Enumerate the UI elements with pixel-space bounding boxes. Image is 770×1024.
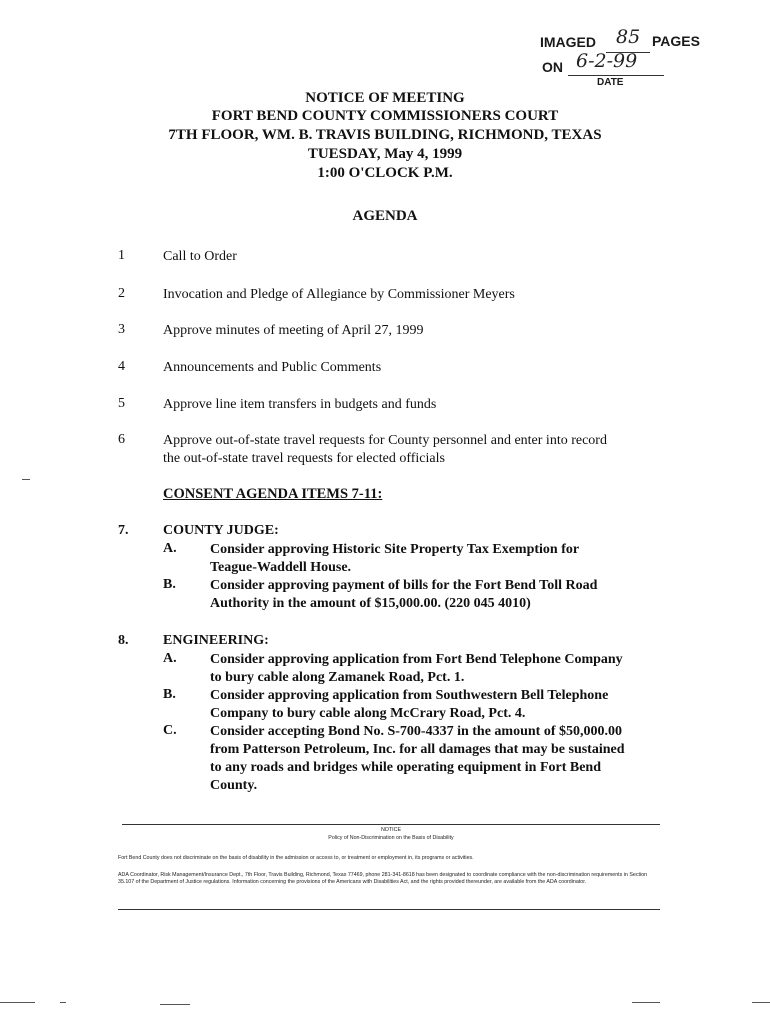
on-date-underline (568, 75, 664, 76)
imaged-count: 85 (616, 26, 641, 48)
meeting-location: 7TH FLOOR, WM. B. TRAVIS BUILDING, RICHMOND, TEXAS (168, 127, 602, 143)
item-6-text-line-1: Approve out-of-state travel requests for County personnel and enter into record (163, 433, 607, 448)
section-8c-line-1: Consider accepting Bond No. S-700-4337 in the amount of $50,000.00 (210, 724, 622, 739)
section-7b-letter: B. (163, 577, 176, 592)
consent-agenda-heading: CONSENT AGENDA ITEMS 7-11: (163, 486, 383, 502)
item-2-number: 2 (118, 286, 125, 301)
notice-paragraph-2: ADA Coordinator, Risk Management/Insurance Dept., 7th Floor, Travis Building, Richmond, Texas 77469, phone 281-341-8618 has been designated to coordinate compliance with the non-discrimination requirements in Section 35.107 of the Department of Justice regulations. Information concerning the provisions of the Americans with Disabilities Act, and the rights provided thereunder, are available from the ADA coordinator. (118, 872, 648, 885)
section-7a-letter: A. (163, 541, 177, 556)
scan-mark (160, 1004, 190, 1005)
item-4-text: Announcements and Public Comments (163, 360, 382, 375)
scan-mark (60, 1002, 66, 1003)
section-8-number: 8. (118, 633, 129, 648)
item-6-text-line-2: the out-of-state travel requests for elected officials (163, 451, 445, 466)
section-8a-line-1: Consider approving application from Fort Bend Telephone Company (210, 652, 623, 667)
notice-title: NOTICE OF MEETING (305, 90, 465, 106)
section-8c-line-4: County. (210, 778, 258, 793)
on-date: 6-2-99 (576, 50, 638, 72)
scan-mark (752, 1002, 770, 1003)
meeting-date: TUESDAY, May 4, 1999 (307, 146, 463, 162)
item-1-number: 1 (118, 248, 125, 263)
item-1-text: Call to Order (163, 249, 237, 264)
scan-mark (0, 1002, 35, 1003)
notice-top-rule (122, 824, 660, 825)
section-7b-line-2: Authority in the amount of $15,000.00. (220 045 4010) (210, 596, 531, 611)
section-8a-letter: A. (163, 651, 177, 666)
on-label: ON (542, 59, 563, 75)
scan-mark (22, 479, 30, 480)
pages-label: PAGES (652, 33, 700, 49)
section-8b-letter: B. (163, 687, 176, 702)
item-3-text: Approve minutes of meeting of April 27, 1999 (163, 323, 424, 338)
notice-paragraph-1: Fort Bend County does not discriminate on the basis of disability in the admission or access to, or treatment or employment in, its programs or activities. (118, 855, 474, 861)
item-6-number: 6 (118, 432, 125, 447)
imaged-label: IMAGED (540, 34, 596, 50)
notice-title: NOTICE (380, 827, 401, 833)
section-8c-line-3: to any roads and bridges while operating equipment in Fort Bend (210, 760, 602, 775)
item-5-number: 5 (118, 396, 125, 411)
notice-bottom-rule (118, 909, 660, 910)
section-7a-line-1: Consider approving Historic Site Property Tax Exemption for (210, 542, 580, 557)
date-label: DATE (597, 77, 624, 88)
notice-subtitle: Policy of Non-Discrimination on the Basis of Disability (328, 835, 454, 841)
section-7a-line-2: Teague-Waddell House. (210, 560, 352, 575)
section-8c-letter: C. (163, 723, 177, 738)
scan-mark (632, 1002, 660, 1003)
item-4-number: 4 (118, 359, 125, 374)
item-5-text: Approve line item transfers in budgets and funds (163, 397, 437, 412)
item-2-text: Invocation and Pledge of Allegiance by Commissioner Meyers (163, 287, 515, 302)
section-8c-line-2: from Patterson Petroleum, Inc. for all damages that may be sustained (210, 742, 625, 757)
meeting-time: 1:00 O'CLOCK P.M. (317, 165, 453, 181)
item-3-number: 3 (118, 322, 125, 337)
section-8b-line-2: Company to bury cable along McCrary Road, Pct. 4. (210, 706, 526, 721)
section-8-title: ENGINEERING: (163, 633, 269, 648)
section-7b-line-1: Consider approving payment of bills for the Fort Bend Toll Road (210, 578, 598, 593)
court-name: FORT BEND COUNTY COMMISSIONERS COURT (211, 108, 559, 124)
section-8b-line-1: Consider approving application from Southwestern Bell Telephone (210, 688, 609, 703)
section-7-title: COUNTY JUDGE: (163, 523, 279, 538)
imaged-stamp (540, 26, 740, 92)
section-8a-line-2: to bury cable along Zamanek Road, Pct. 1. (210, 670, 465, 685)
agenda-title: AGENDA (352, 208, 418, 224)
section-7-number: 7. (118, 523, 129, 538)
